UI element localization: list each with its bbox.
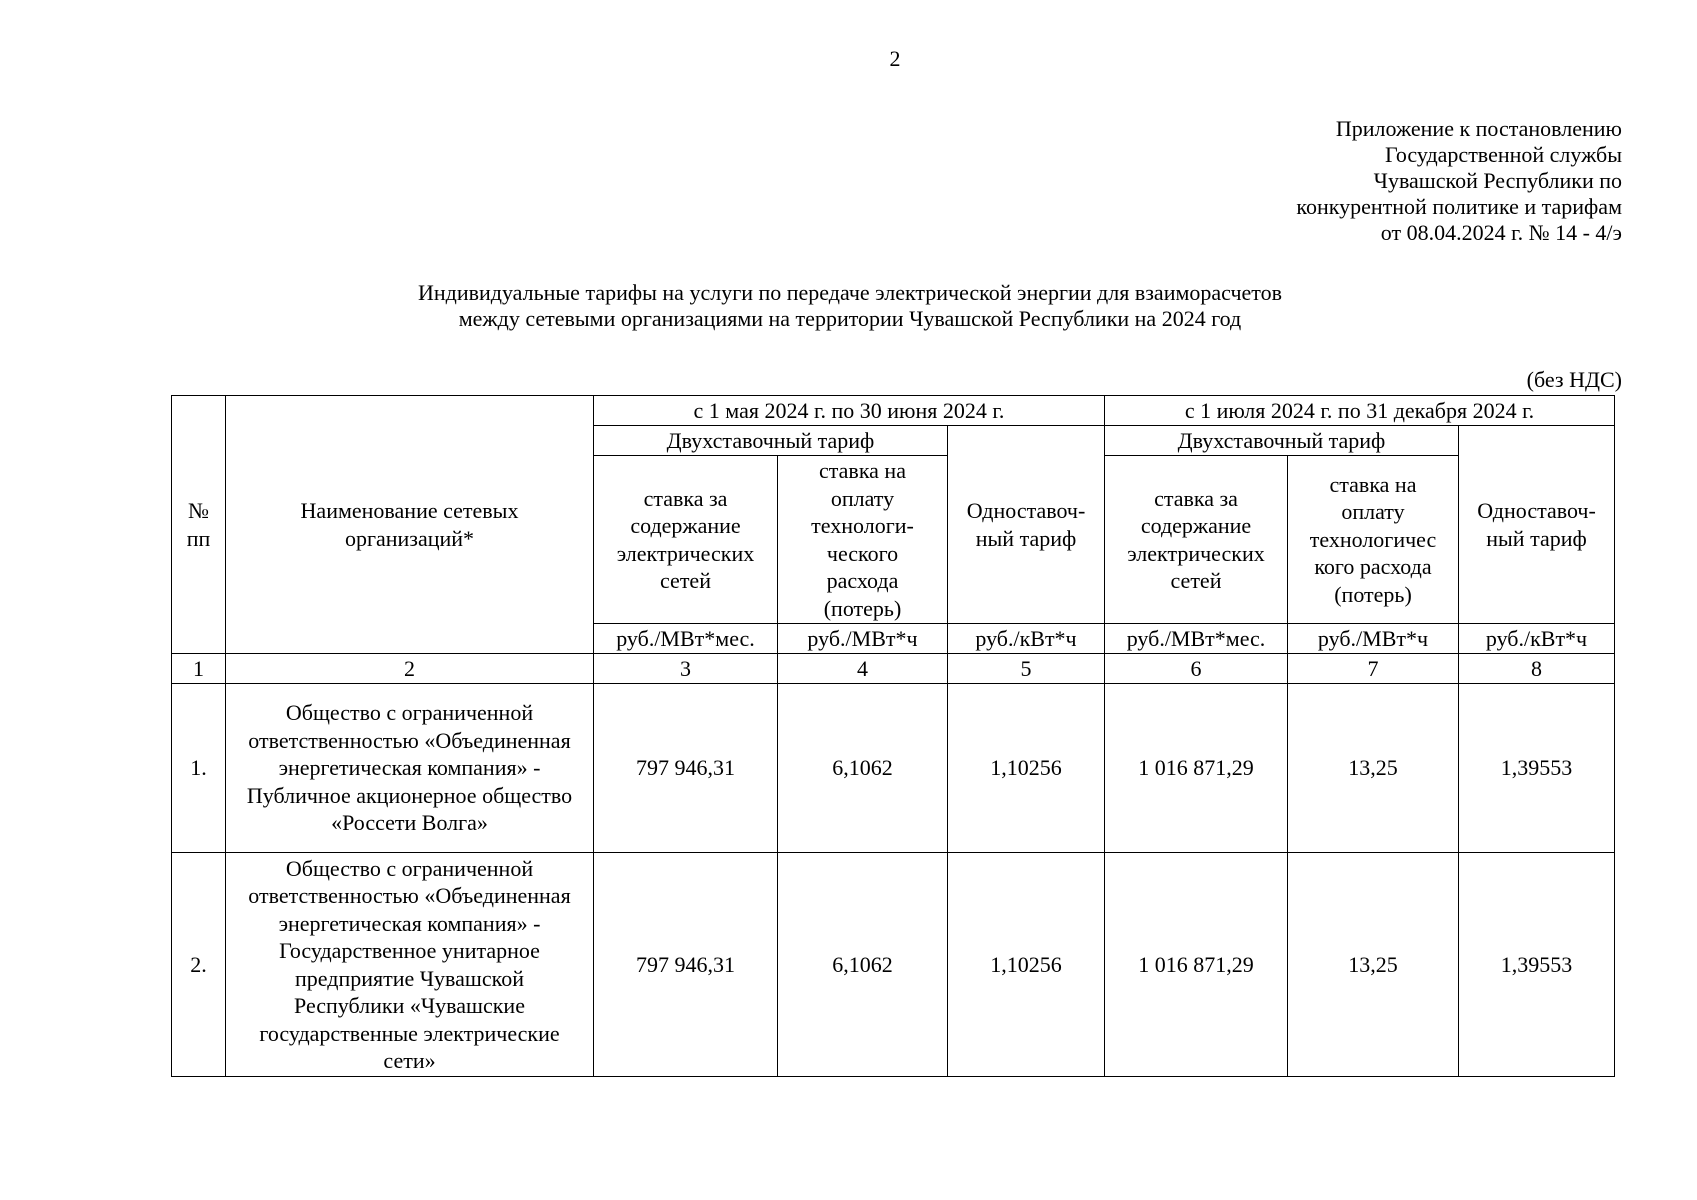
header-maintenance-rate-1: ставка за содержание электрических сетей xyxy=(594,456,778,624)
header-period-1: с 1 мая 2024 г. по 30 июня 2024 г. xyxy=(594,396,1105,426)
column-index: 4 xyxy=(778,654,948,684)
header-two-rate-tariff-2: Двухставочный тариф xyxy=(1105,426,1459,456)
column-index: 8 xyxy=(1459,654,1615,684)
single-rate-2: 1,39553 xyxy=(1459,853,1615,1077)
unit-cell: руб./МВт*ч xyxy=(778,624,948,654)
organization-name: Общество с ограниченной ответственностью «Объединенная энергетическая компания» - Публичное акционерное общество «Россети Волга» xyxy=(226,684,594,853)
header-period-2: с 1 июля 2024 г. по 31 декабря 2024 г. xyxy=(1105,396,1615,426)
column-index: 2 xyxy=(226,654,594,684)
losses-rate-1: 6,1062 xyxy=(778,684,948,853)
single-rate-1: 1,10256 xyxy=(948,853,1105,1077)
unit-cell: руб./МВт*мес. xyxy=(1105,624,1288,654)
appendix-line: от 08.04.2024 г. № 14 - 4/э xyxy=(1380,220,1622,245)
column-index: 5 xyxy=(948,654,1105,684)
header-two-rate-tariff-1: Двухставочный тариф xyxy=(594,426,948,456)
header-number: № пп xyxy=(172,396,226,654)
title-line-1: Индивидуальные тарифы на услуги по передаче электрической энергии для взаиморасчетов xyxy=(417,280,1283,305)
header-maintenance-rate-2: ставка за содержание электрических сетей xyxy=(1105,456,1288,624)
appendix-line: Приложение к постановлению xyxy=(1335,116,1622,141)
document-title xyxy=(0,280,1697,332)
losses-rate-2: 13,25 xyxy=(1288,853,1459,1077)
row-number: 2. xyxy=(172,853,226,1077)
unit-cell: руб./кВт*ч xyxy=(1459,624,1615,654)
maintenance-rate-2: 1 016 871,29 xyxy=(1105,684,1288,853)
table-row xyxy=(172,684,1615,853)
header-losses-rate-2: ставка на оплату технологичес кого расхода (потерь) xyxy=(1288,456,1459,624)
appendix-line: Государственной службы xyxy=(1385,142,1622,167)
appendix-line: Чувашской Республики по xyxy=(1373,168,1622,193)
appendix-line: конкурентной политике и тарифам xyxy=(1296,194,1622,219)
unit-cell: руб./кВт*ч xyxy=(948,624,1105,654)
maintenance-rate-1: 797 946,31 xyxy=(594,684,778,853)
organization-name: Общество с ограниченной ответственностью «Объединенная энергетическая компания» - Государственное унитарное предприятие Чувашской Республики «Чувашские государственные электрические сети» xyxy=(226,853,594,1077)
header-losses-rate-1: ставка на оплату технологи-ческого расхода (потерь) xyxy=(778,456,948,624)
column-index: 7 xyxy=(1288,654,1459,684)
page-number: 2 xyxy=(889,46,901,71)
appendix-header xyxy=(1296,116,1622,246)
tariff-table xyxy=(171,395,1615,1077)
table-row xyxy=(172,853,1615,1077)
vat-note: (без НДС) xyxy=(1526,367,1622,392)
header-single-rate-tariff-2: Одноставоч-ный тариф xyxy=(1459,426,1615,624)
title-line-2: между сетевыми организациями на территории Чувашской Республики на 2024 год xyxy=(458,306,1242,331)
maintenance-rate-2: 1 016 871,29 xyxy=(1105,853,1288,1077)
single-rate-1: 1,10256 xyxy=(948,684,1105,853)
maintenance-rate-1: 797 946,31 xyxy=(594,853,778,1077)
column-index: 1 xyxy=(172,654,226,684)
single-rate-2: 1,39553 xyxy=(1459,684,1615,853)
column-index: 3 xyxy=(594,654,778,684)
unit-cell: руб./МВт*ч xyxy=(1288,624,1459,654)
row-number: 1. xyxy=(172,684,226,853)
losses-rate-2: 13,25 xyxy=(1288,684,1459,853)
header-single-rate-tariff-1: Одноставоч-ный тариф xyxy=(948,426,1105,624)
unit-cell: руб./МВт*мес. xyxy=(594,624,778,654)
header-organization-name: Наименование сетевых организаций* xyxy=(226,396,594,654)
losses-rate-1: 6,1062 xyxy=(778,853,948,1077)
column-index: 6 xyxy=(1105,654,1288,684)
